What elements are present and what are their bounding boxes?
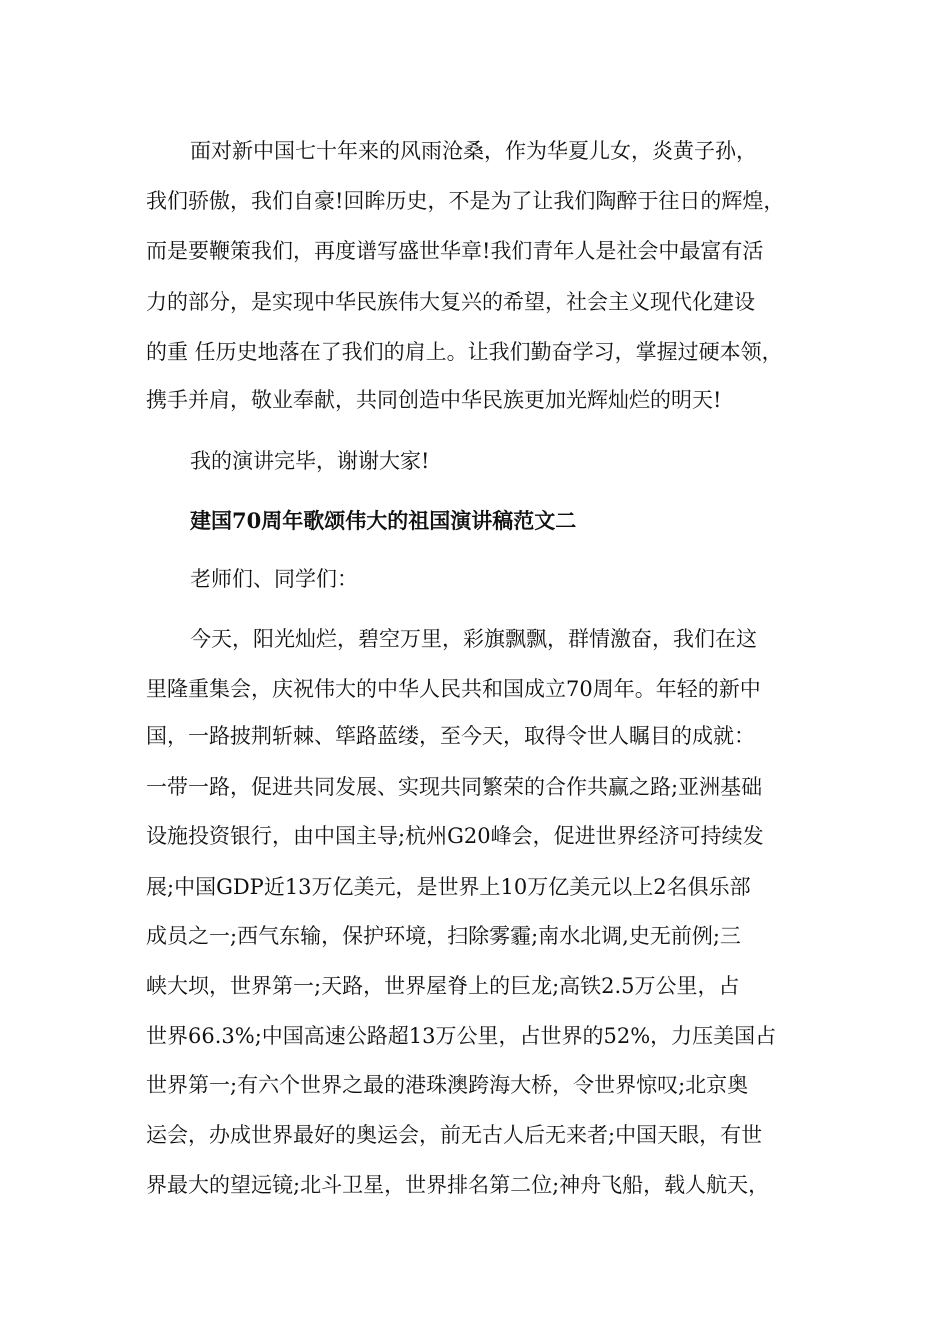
paragraph-5-line-9: 世界66.3%;中国高速公路超13万公里，占世界的52%，力压美国占	[146, 1024, 777, 1048]
paragraph-1-line-4: 力的部分，是实现中华民族伟大复兴的希望，社会主义现代化建设	[146, 290, 755, 314]
closing-line: 我的演讲完毕，谢谢大家!	[190, 449, 430, 473]
paragraph-1-line-6: 携手并肩，敬业奉献，共同创造中华民族更加光辉灿烂的明天!	[146, 388, 722, 412]
paragraph-5-line-3: 国，一路披荆斩棘、筚路蓝缕，至今天，取得令世人瞩目的成就：	[146, 724, 755, 748]
paragraph-1-line-2: 我们骄傲，我们自豪!回眸历史，不是为了让我们陶醉于往日的辉煌，	[146, 189, 785, 213]
paragraph-1-line-1: 面对新中国七十年来的风雨沧桑，作为华夏儿女，炎黄子孙，	[190, 139, 757, 163]
paragraph-5-line-12: 界最大的望远镜;北斗卫星，世界排名第二位;神舟飞船，载人航天，	[146, 1173, 770, 1197]
section-heading: 建国70周年歌颂伟大的祖国演讲稿范文二	[190, 508, 577, 533]
paragraph-5-line-7: 成员之一;西气东输，保护环境，扫除雾霾;南水北调,史无前例;三	[146, 924, 741, 948]
paragraph-5-line-10: 世界第一;有六个世界之最的港珠澳跨海大桥，令世界惊叹;北京奥	[146, 1073, 749, 1097]
greeting-line: 老师们、同学们：	[190, 567, 358, 591]
paragraph-5-line-8: 峡大坝，世界第一;天路，世界屋脊上的巨龙;高铁2.5万公里，占	[146, 974, 740, 998]
paragraph-5-line-5: 设施投资银行，由中国主导;杭州G20峰会，促进世界经济可持续发	[146, 824, 764, 848]
paragraph-1-line-3: 而是要鞭策我们，再度谱写盛世华章!我们青年人是社会中最富有活	[146, 239, 764, 263]
paragraph-5-line-1: 今天，阳光灿烂，碧空万里，彩旗飘飘，群情激奋，我们在这	[190, 627, 757, 651]
paragraph-5-line-6: 展;中国GDP近13万亿美元，是世界上10万亿美元以上2名俱乐部	[146, 875, 751, 899]
paragraph-5-line-2: 里隆重集会，庆祝伟大的中华人民共和国成立70周年。年轻的新中	[146, 677, 761, 701]
paragraph-5-line-11: 运会，办成世界最好的奥运会，前无古人后无来者;中国天眼，有世	[146, 1123, 763, 1147]
paragraph-1-line-5: 的重 任历史地落在了我们的肩上。让我们勤奋学习，掌握过硬本领，	[146, 340, 783, 364]
paragraph-5-line-4: 一带一路，促进共同发展、实现共同繁荣的合作共赢之路;亚洲基础	[146, 775, 763, 799]
